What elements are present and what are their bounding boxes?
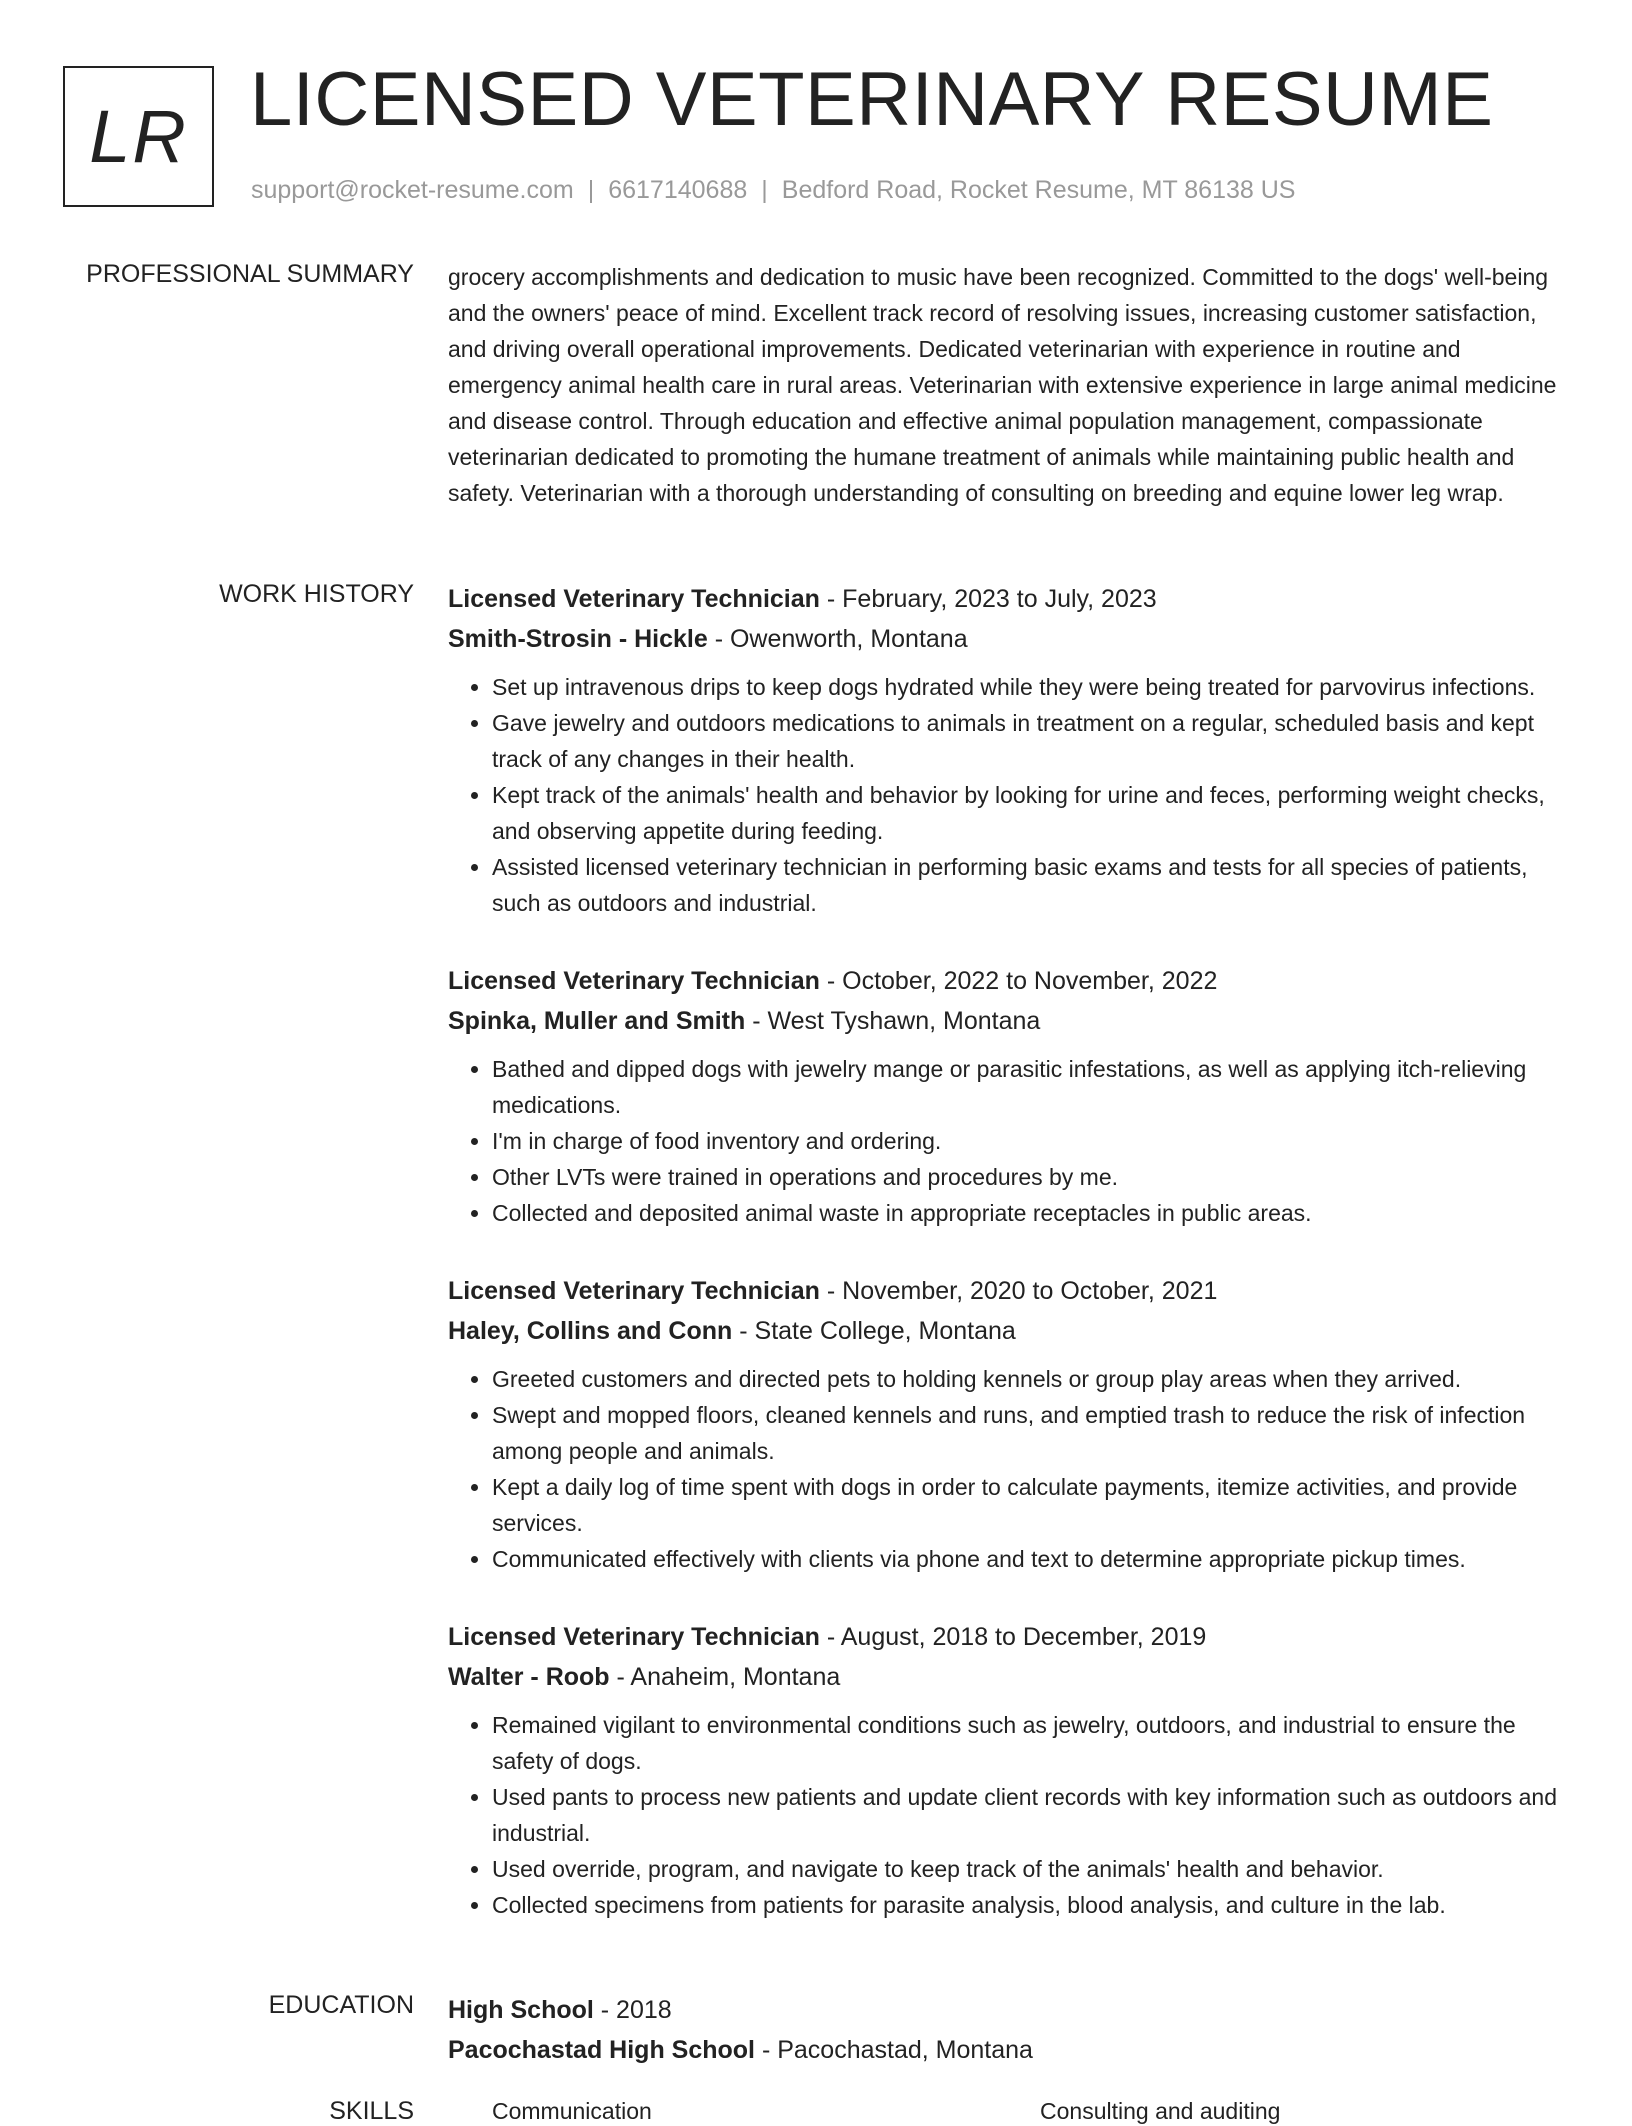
job-bullet: • Kept track of the animals' health and behavior by looking for urine and feces, performing weight checks, and observing appetite during feeding.	[492, 777, 1568, 849]
job-bullet: • Gave jewelry and outdoors medications to animals in treatment on a regular, scheduled basis and kept track of any changes in their health.	[492, 705, 1568, 777]
job-company: Spinka, Muller and Smith	[448, 1007, 746, 1035]
job-bullet: • Collected and deposited animal waste in appropriate receptacles in public areas.	[492, 1195, 1568, 1231]
job-dates: - October, 2022 to November, 2022	[819, 967, 1218, 995]
section-label-education: EDUCATION	[268, 1991, 414, 2019]
education-degree: High School	[448, 1996, 594, 2024]
job-bullet: • I'm in charge of food inventory and ordering.	[492, 1123, 1568, 1159]
job-location: - Anaheim, Montana	[609, 1663, 841, 1691]
job-title-line	[448, 1617, 1568, 1657]
job-dates: - November, 2020 to October, 2021	[819, 1277, 1218, 1305]
job-bullets	[448, 1707, 1568, 1923]
job-bullet: • Other LVTs were trained in operations and procedures by me.	[492, 1159, 1568, 1195]
education-school: Pacochastad High School	[448, 2036, 756, 2064]
job-location: - West Tyshawn, Montana	[745, 1007, 1041, 1035]
job-company: Smith-Strosin - Hickle	[448, 625, 708, 653]
job-title-line	[448, 1271, 1568, 1311]
contact-separator: |	[587, 176, 595, 204]
job-bullet: • Used pants to process new patients and update client records with key information such as outdoors and industrial.	[492, 1779, 1568, 1851]
job-title: Licensed Veterinary Technician	[448, 1277, 820, 1305]
job-entry	[448, 579, 1568, 921]
job-company-line	[448, 619, 1568, 659]
job-bullet: • Remained vigilant to environmental conditions such as jewelry, outdoors, and industrial to ensure the safety of dogs.	[492, 1707, 1568, 1779]
job-bullet: • Bathed and dipped dogs with jewelry mange or parasitic infestations, as well as applying itch-relieving medications.	[492, 1051, 1568, 1123]
job-company-line	[448, 1657, 1568, 1697]
job-bullet: • Kept a daily log of time spent with dogs in order to calculate payments, itemize activities, and provide services.	[492, 1469, 1568, 1541]
job-bullet: • Swept and mopped floors, cleaned kennels and runs, and emptied trash to reduce the risk of infection among people and animals.	[492, 1397, 1568, 1469]
job-company: Haley, Collins and Conn	[448, 1317, 733, 1345]
education-year: - 2018	[593, 1996, 672, 2024]
job-location: - Owenworth, Montana	[707, 625, 968, 653]
job-bullets	[448, 1361, 1568, 1577]
job-bullet: • Assisted licensed veterinary technician in performing basic exams and tests for all species of patients, such as outdoors and industrial.	[492, 849, 1568, 921]
education-degree-line	[448, 1990, 1568, 2030]
education-school-line	[448, 2030, 1568, 2070]
contact-line	[251, 175, 1295, 205]
monogram-logo: LR	[63, 66, 214, 207]
job-dates: - February, 2023 to July, 2023	[819, 585, 1157, 613]
job-location: - State College, Montana	[732, 1317, 1016, 1345]
job-title: Licensed Veterinary Technician	[448, 967, 820, 995]
job-title-line	[448, 961, 1568, 1001]
job-bullets	[448, 669, 1568, 921]
skill-item: Communication	[492, 2098, 652, 2124]
job-entry	[448, 1271, 1568, 1577]
job-title: Licensed Veterinary Technician	[448, 585, 820, 613]
contact-address: Bedford Road, Rocket Resume, MT 86138 US	[781, 176, 1296, 204]
job-entry	[448, 1617, 1568, 1923]
education-location: - Pacochastad, Montana	[755, 2036, 1033, 2064]
job-company: Walter - Roob	[448, 1663, 610, 1691]
job-entry	[448, 961, 1568, 1231]
job-company-line	[448, 1001, 1568, 1041]
contact-email[interactable]: support@rocket-resume.com	[251, 176, 574, 204]
skill-item: Consulting and auditing	[1040, 2098, 1281, 2124]
job-dates: - August, 2018 to December, 2019	[819, 1623, 1207, 1651]
job-title: Licensed Veterinary Technician	[448, 1623, 820, 1651]
job-company-line	[448, 1311, 1568, 1351]
resume-title: LICENSED VETERINARY RESUME	[250, 57, 1494, 142]
job-bullet: • Set up intravenous drips to keep dogs hydrated while they were being treated for parvovirus infections.	[492, 669, 1568, 705]
job-bullet: • Greeted customers and directed pets to holding kennels or group play areas when they arrived.	[492, 1361, 1568, 1397]
section-label-summary: PROFESSIONAL SUMMARY	[86, 260, 414, 288]
contact-separator: |	[761, 176, 768, 204]
job-bullet: • Communicated effectively with clients via phone and text to determine appropriate pickup times.	[492, 1541, 1568, 1577]
job-bullets	[448, 1051, 1568, 1231]
summary-text: grocery accomplishments and dedication to music have been recognized. Committed to the dogs' well-being and the owners' peace of mind. Excellent track record of resolving issues, increasing customer satisfaction, and driving overall operational improvements. Dedicated veterinarian with experience in routine and emergency animal health care in rural areas. Veterinarian with extensive experience in large animal medicine and disease control. Through education and effective animal population management, compassionate veterinarian dedicated to promoting the humane treatment of animals while maintaining public health and safety. Veterinarian with a thorough understanding of consulting on breeding and equine lower leg wrap.	[448, 264, 1557, 506]
job-bullet: • Used override, program, and navigate to keep track of the animals' health and behavior.	[492, 1851, 1568, 1887]
section-label-skills: SKILLS	[329, 2097, 414, 2125]
job-title-line	[448, 579, 1568, 619]
job-bullet: • Collected specimens from patients for parasite analysis, blood analysis, and culture in the lab.	[492, 1887, 1568, 1923]
contact-phone[interactable]: 6617140688	[608, 176, 748, 204]
section-label-work-history: WORK HISTORY	[219, 580, 414, 608]
